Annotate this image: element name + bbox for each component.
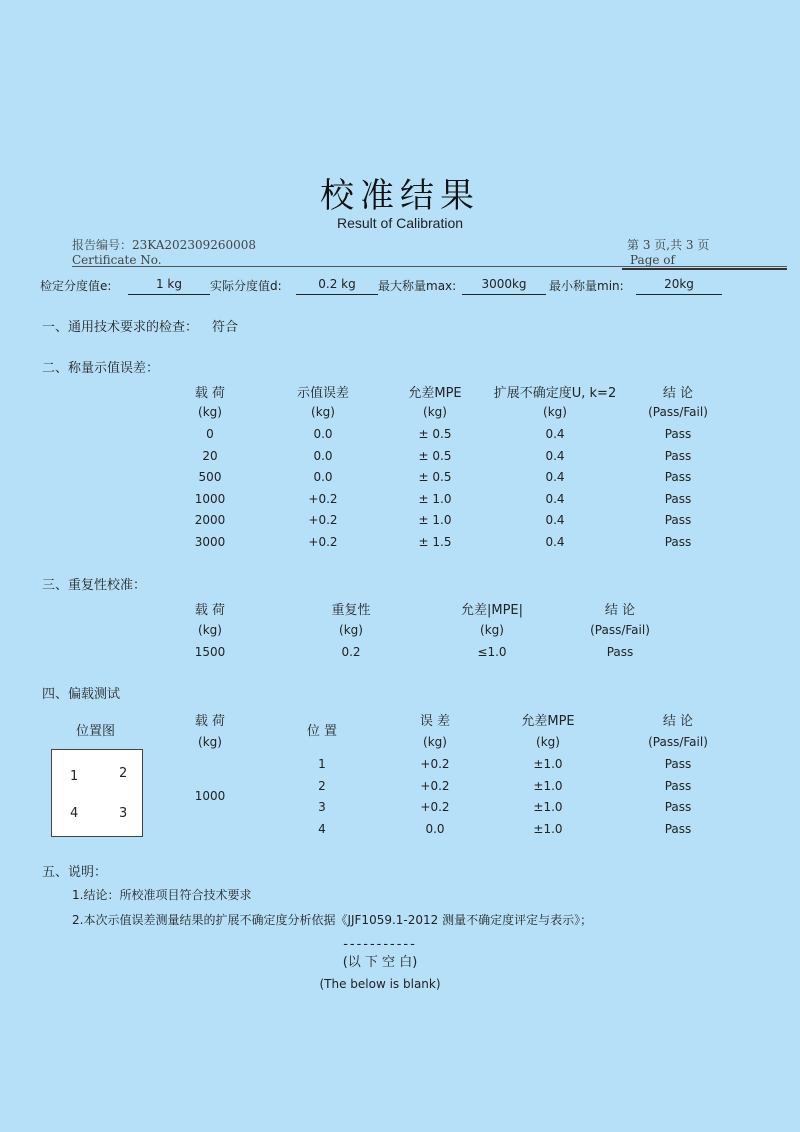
s2-cell: 500 [198,470,222,485]
s4-header-conclusion: 结 论 [662,714,694,729]
s2-cell: 2000 [194,513,226,528]
s2-cell: 0 [206,427,214,441]
s4-load-value: 1000 [194,789,226,803]
s2-cell: ± 0.5 [418,470,452,485]
s3-unit-0: (kg) [198,623,222,637]
s2-cell: 1000 [194,491,226,506]
page-number-cn: 第 3 页,共 3 页 [627,238,710,252]
s3-unit-3: (Pass/Fail) [590,623,650,637]
position-4-marker: 4 [70,806,79,821]
d-label: 实际分度值d: [210,279,282,293]
s2-header-load: 载 荷 [194,386,226,401]
s2-cell: +0.2 [308,491,338,506]
s2-cell: 20 [202,448,218,463]
s2-header-mpe: 允差MPE [408,386,462,401]
s3-header-conclusion: 结 论 [604,603,636,618]
d-value: 0.2 kg [318,277,356,291]
header-divider-bold [622,268,787,270]
s3-header-mpe: 允差|MPE| [460,603,524,618]
section1-value: 符合 [212,320,239,335]
report-number: 报告编号：23KA202309260008 [72,238,257,252]
s4-unit-mpe: (kg) [536,735,560,749]
s2-cell: Pass [664,448,692,463]
s2-cell: +0.2 [308,535,338,549]
s4-cell: +0.2 [420,778,450,793]
s4-cell: 2 [318,778,326,793]
s4-cell: 1 [318,757,326,771]
s2-header-indication-error: 示值误差 [296,386,349,401]
s2-cell: Pass [664,427,692,441]
s2-cell: 0.4 [545,491,565,506]
s4-unit-conclusion: (Pass/Fail) [648,735,708,749]
s2-unit-2: (kg) [423,405,447,419]
s2-cell: ± 0.5 [418,448,452,463]
section1-label: 一、通用技术要求的检查： [42,320,199,335]
s3-header-load: 载 荷 [194,603,226,618]
min-value: 20kg [664,277,694,291]
min-underline [636,294,722,295]
s4-unit-error: (kg) [423,735,447,749]
s4-header-mpe: 允差MPE [521,714,575,729]
s2-cell: 0.4 [545,448,565,463]
page-number-en: Page of [630,253,675,267]
s2-cell: ± 0.5 [418,427,452,441]
page-title: 校准结果 [320,176,480,216]
max-value: 3000kg [481,277,527,291]
section4-label: 四、偏载测试 [42,687,121,702]
s4-header-error: 误 差 [419,714,451,729]
position-diagram-label: 位置图 [76,724,116,739]
s3-header-repeatability: 重复性 [331,603,371,618]
s4-unit-load: (kg) [198,735,222,749]
s4-cell: +0.2 [420,757,450,771]
blank-text-cn: (以 下 空 白) [342,955,418,970]
certificate-label: Certificate No. [72,253,162,267]
s4-cell: 3 [318,800,326,815]
s3-cell: 0.2 [341,645,361,659]
s2-cell: 0.4 [545,535,565,549]
section3-label: 三、重复性校准： [42,578,147,593]
s4-cell: ±1.0 [533,757,563,771]
s3-unit-2: (kg) [480,623,504,637]
s4-cell: Pass [664,757,692,771]
s2-unit-3: (kg) [543,405,567,419]
s4-header-position: 位 置 [306,724,338,739]
s2-cell: ± 1.0 [418,513,452,528]
s4-cell: ±1.0 [533,778,563,793]
s2-unit-0: (kg) [198,405,222,419]
e-value: 1 kg [155,277,182,291]
s2-cell: Pass [664,513,692,528]
s2-cell: 0.0 [313,427,333,441]
s2-cell: 0.4 [545,427,565,441]
max-underline [462,294,546,295]
s4-cell: Pass [664,778,692,793]
blank-dashes: ----------- [343,937,417,952]
position-3-marker: 3 [119,806,128,821]
s2-cell: ± 1.5 [418,535,452,549]
s2-cell: 0.4 [545,470,565,485]
s2-cell: Pass [664,491,692,506]
s4-cell: 0.0 [425,821,445,836]
blank-text-en: (The below is blank) [319,977,441,991]
e-label: 检定分度值e: [40,279,112,293]
s3-cell: ≤1.0 [477,645,507,659]
s2-unit-4: (Pass/Fail) [648,405,708,419]
s4-cell: Pass [664,800,692,815]
s2-cell: 3000 [194,535,226,549]
s4-cell: ±1.0 [533,821,563,836]
s4-cell: ±1.0 [533,800,563,815]
s2-header-conclusion: 结 论 [662,386,694,401]
s2-cell: 0.0 [313,448,333,463]
s2-cell: Pass [664,535,692,549]
note-2: 2.本次示值误差测量结果的扩展不确定度分析依据《JJF1059.1-2012 测量不确定度评定与表示》； [72,913,593,927]
s4-header-load: 载 荷 [194,714,226,729]
s2-cell: Pass [664,470,692,485]
section2-label: 二、称量示值误差： [42,361,160,376]
header-divider [72,266,787,267]
s4-cell: Pass [664,821,692,836]
e-underline [128,294,210,295]
section5-label: 五、说明： [42,865,108,880]
s3-cell: Pass [606,645,634,659]
s3-unit-1: (kg) [339,623,363,637]
s4-cell: 4 [318,821,326,836]
min-label: 最小称量min: [549,279,624,293]
d-underline [296,294,378,295]
s2-cell: 0.4 [545,513,565,528]
position-2-marker: 2 [119,766,128,781]
s2-cell: 0.0 [313,470,333,485]
note-1: 1.结论：所校准项目符合技术要求 [72,888,252,902]
s2-cell: ± 1.0 [418,491,452,506]
s2-header-uncertainty: 扩展不确定度U, k=2 [493,386,617,401]
s2-unit-1: (kg) [311,405,335,419]
s3-cell: 1500 [194,645,226,659]
s4-cell: +0.2 [420,800,450,815]
max-label: 最大称量max: [378,279,457,293]
page-subtitle: Result of Calibration [336,215,464,231]
s2-cell: +0.2 [308,513,338,528]
position-1-marker: 1 [70,769,79,784]
